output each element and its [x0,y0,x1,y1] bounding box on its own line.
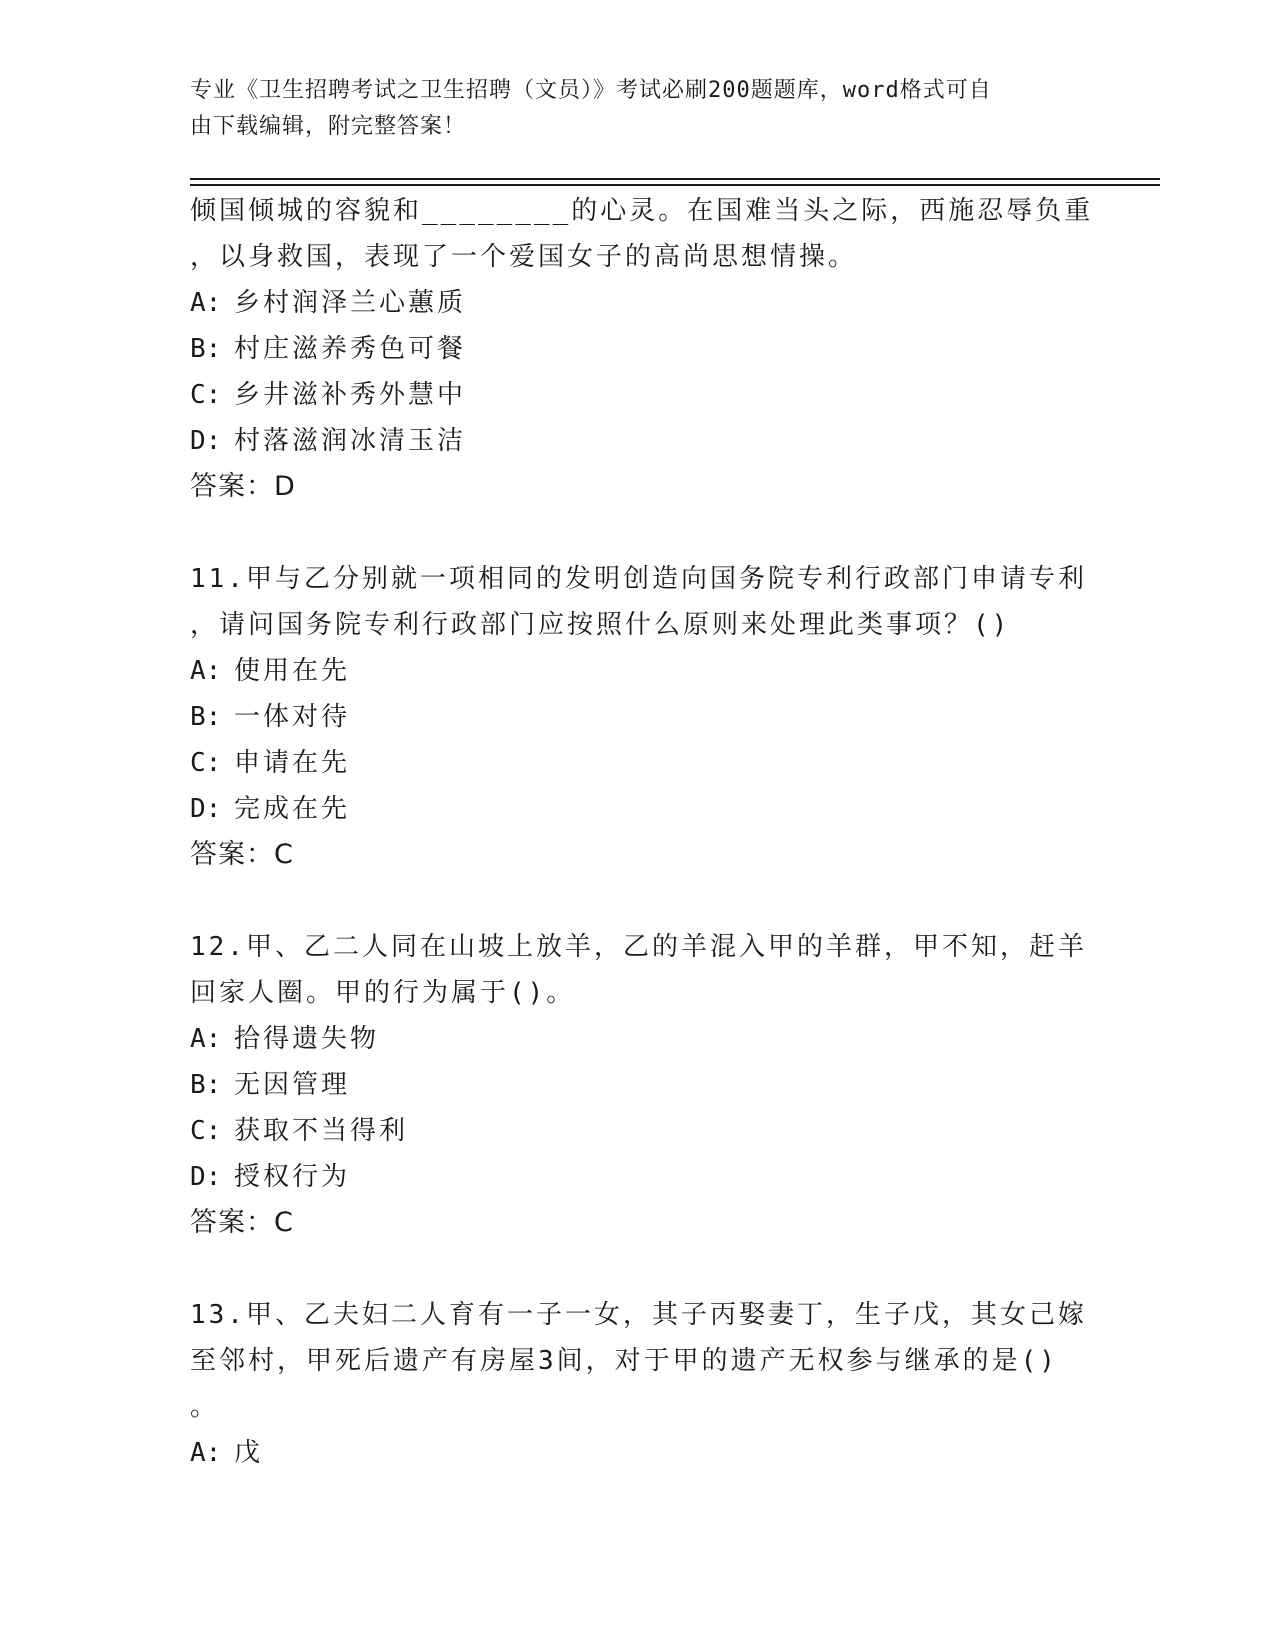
header-divider-top [190,178,1160,180]
option-d [190,1154,1090,1200]
question-text-line: 至邻村，甲死后遗产有房屋3间，对于甲的遗产无权参与继承的是() [190,1346,1058,1376]
option-text: 村落滋润冰清玉洁 [234,426,467,456]
option-letter: C: [190,380,222,410]
option-letter: A: [190,1438,222,1468]
question-block-13 [190,1292,1090,1476]
option-text: 村庄滋养秀色可餐 [234,334,467,364]
header-divider-bottom [190,184,1160,186]
block-spacer [190,1246,1090,1292]
option-letter: C: [190,748,222,778]
question-block-10 [190,188,1094,510]
option-letter: D: [190,1162,222,1192]
option-b [190,326,1090,372]
option-text: 乡井滋补秀外慧中 [234,380,467,410]
option-text: 一体对待 [234,702,351,732]
option-letter: A: [190,656,222,686]
option-letter: B: [190,334,222,364]
block-spacer [190,510,1090,556]
option-text: 戊 [234,1438,264,1468]
question-text-line: 12.甲、乙二人同在山坡上放羊，乙的羊混入甲的羊群，甲不知，赶羊 [190,932,1087,962]
option-a [190,1430,1090,1476]
document-header [190,73,1070,145]
option-c [190,372,1090,418]
option-letter: D: [190,426,222,456]
option-text: 申请在先 [234,748,351,778]
question-text-line: 回家人圈。甲的行为属于()。 [190,978,576,1008]
question-text-line: 11.甲与乙分别就一项相同的发明创造向国务院专利行政部门申请专利 [190,564,1087,594]
question-text-line: 倾国倾城的容貌和________的心灵。在国难当头之际，西施忍辱负重 [190,196,1094,226]
option-d [190,786,1090,832]
question-text-line: ，以身救国，表现了一个爱国女子的高尚思想情操。 [190,242,858,272]
option-letter: B: [190,702,222,732]
option-b [190,694,1090,740]
option-letter: C: [190,1116,222,1146]
option-a [190,280,1090,326]
answer-line: 答案：D [190,471,296,502]
option-text: 完成在先 [234,794,351,824]
option-text: 拾得遗失物 [234,1024,380,1054]
answer-line: 答案：C [190,1207,294,1238]
option-letter: A: [190,288,222,318]
option-b [190,1062,1090,1108]
option-text: 使用在先 [234,656,351,686]
question-block-11 [190,556,1090,878]
option-letter: A: [190,1024,222,1054]
answer-line: 答案：C [190,839,294,870]
option-text: 授权行为 [234,1162,351,1192]
option-c [190,740,1090,786]
option-a [190,1016,1090,1062]
option-text: 获取不当得利 [234,1116,409,1146]
question-text-line: 。 [190,1392,220,1422]
option-letter: B: [190,1070,222,1100]
question-text-line: ，请问国务院专利行政部门应按照什么原则来处理此类事项？() [190,610,1011,640]
option-letter: D: [190,794,222,824]
option-a [190,648,1090,694]
option-d [190,418,1090,464]
option-text: 无因管理 [234,1070,351,1100]
header-line-2: 由下载编辑，附完整答案！ [190,114,467,139]
header-line-1: 专业《卫生招聘考试之卫生招聘（文员）》考试必刷200题题库，word格式可自 [190,78,992,103]
question-list [190,188,1094,1476]
block-spacer [190,878,1090,924]
option-c [190,1108,1090,1154]
question-text-line: 13.甲、乙夫妇二人育有一子一女，其子丙娶妻丁，生子戊，其女己嫁 [190,1300,1087,1330]
option-text: 乡村润泽兰心蕙质 [234,288,467,318]
question-block-12 [190,924,1090,1246]
